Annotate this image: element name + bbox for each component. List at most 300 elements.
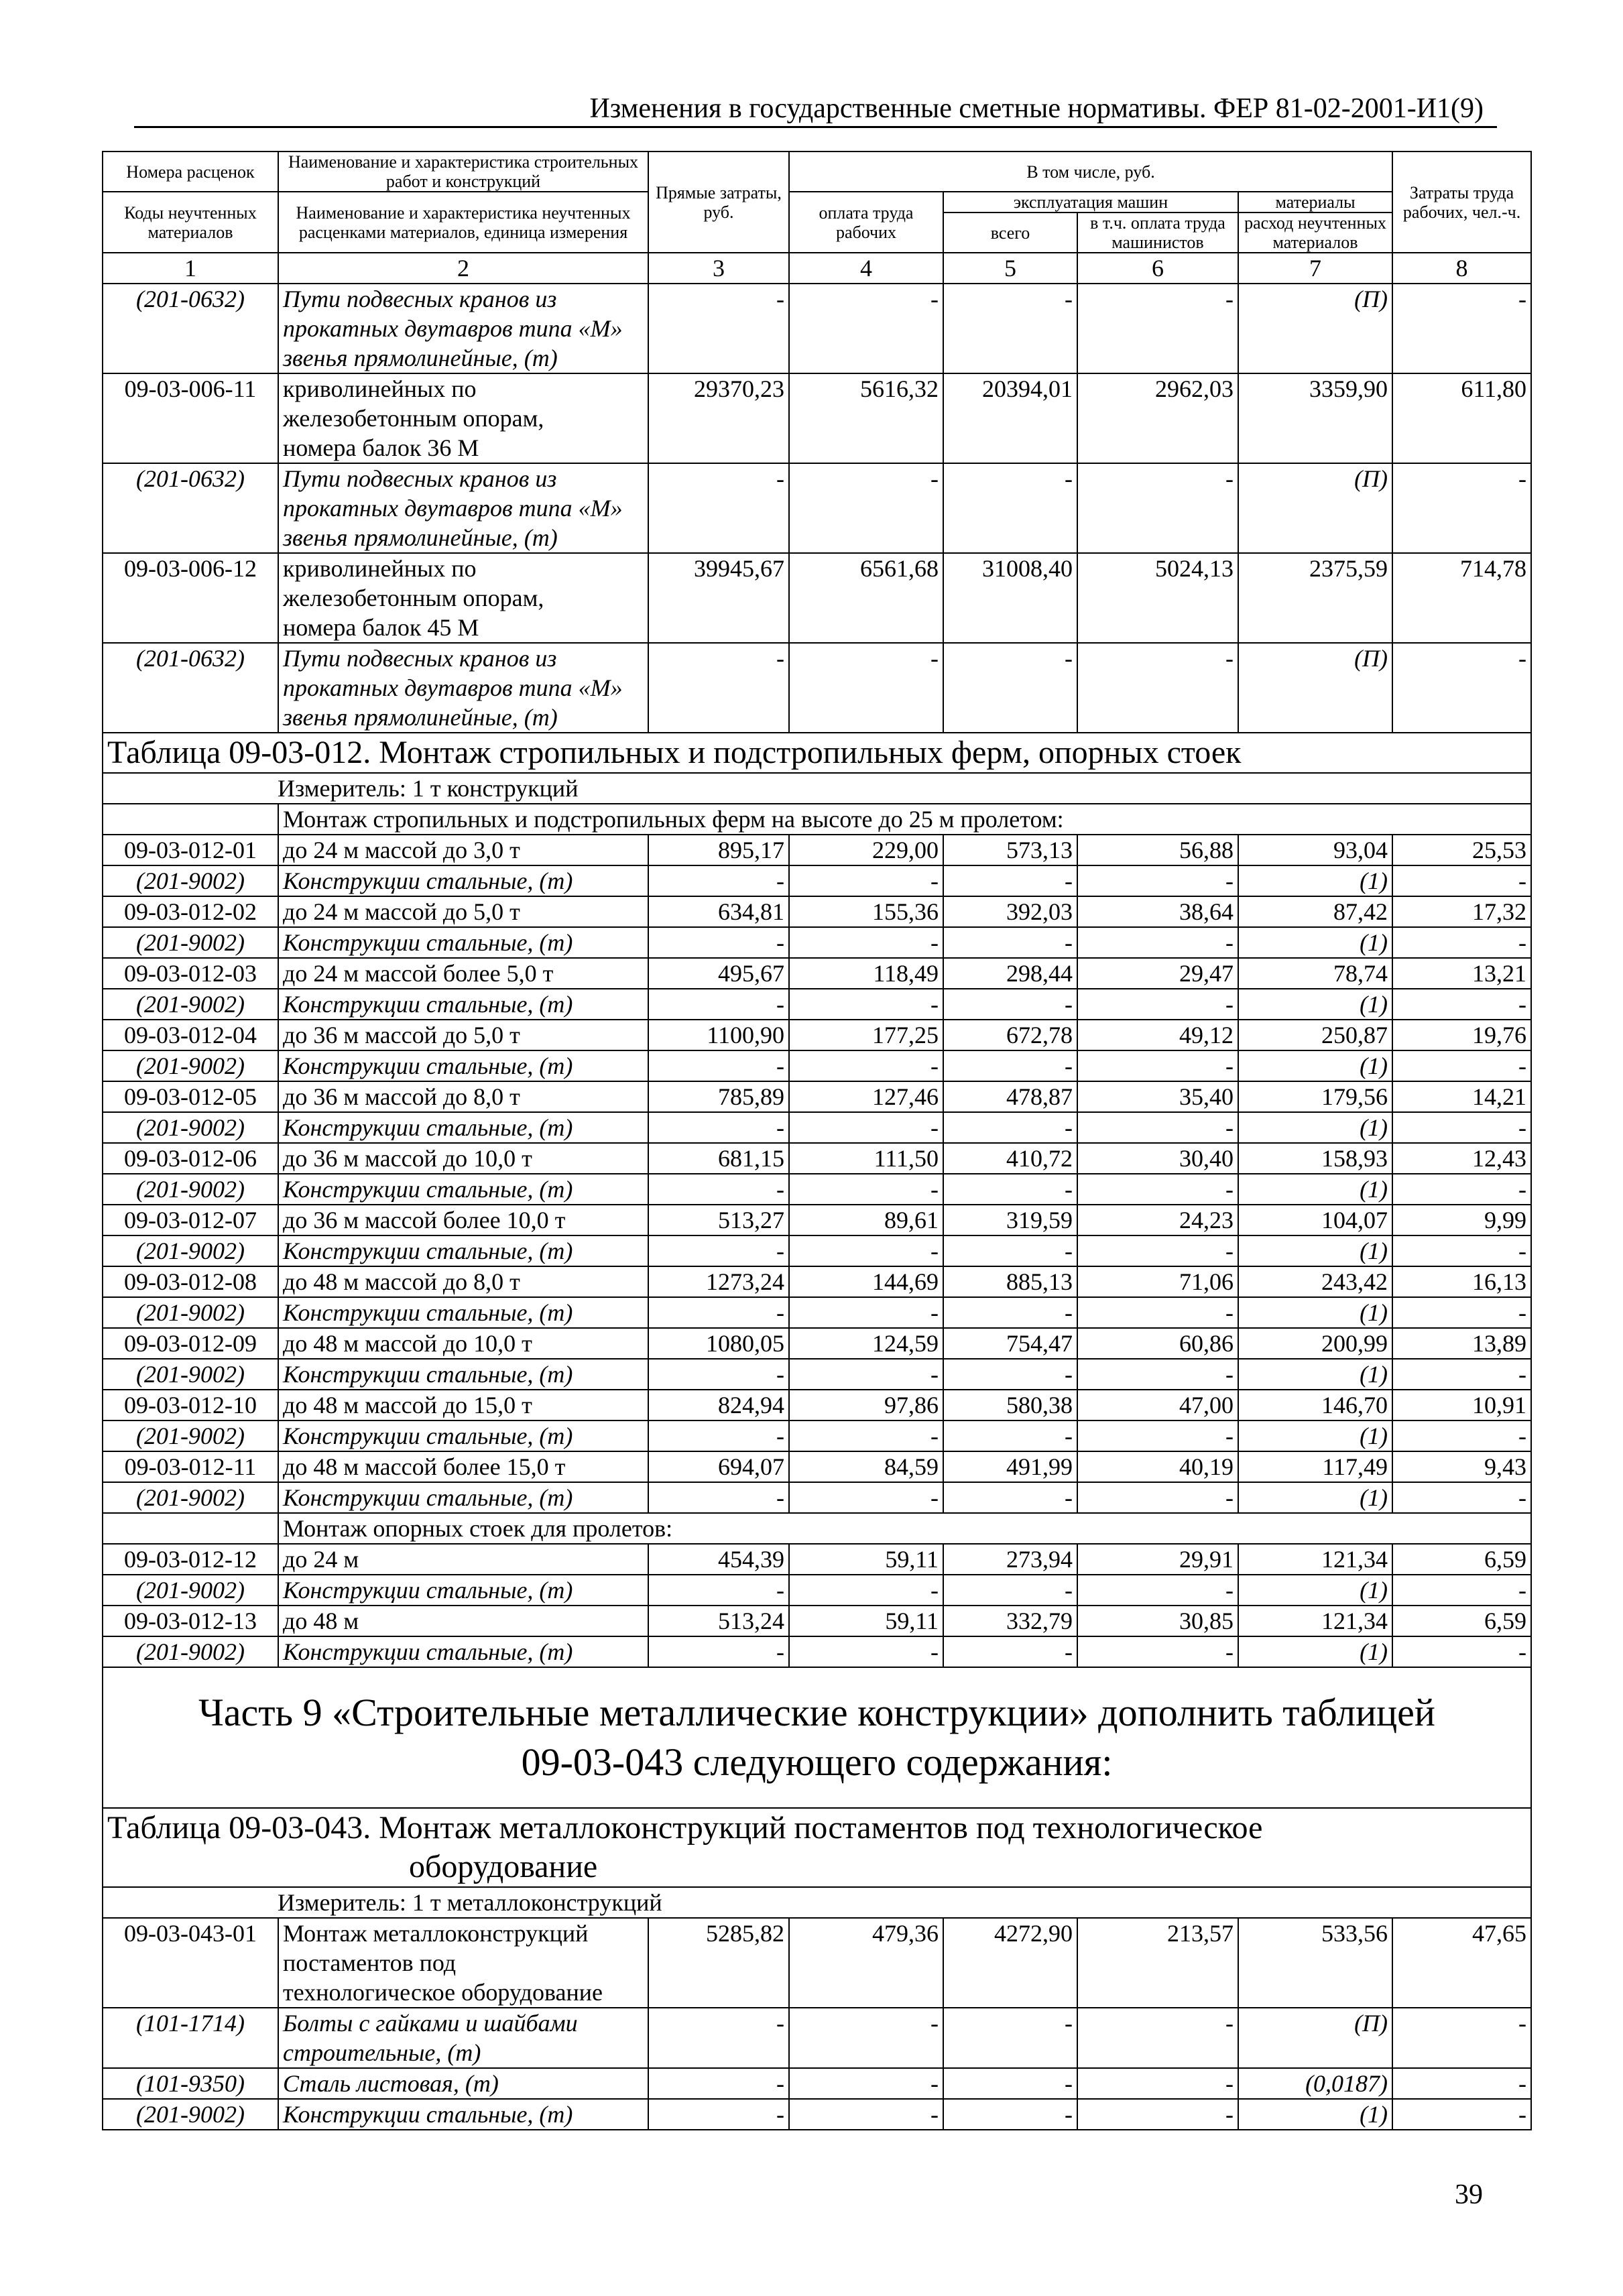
rate-code: 09-03-043-01 [103, 1918, 278, 2008]
value-cell: - [1392, 1575, 1531, 1606]
value-cell: - [943, 1575, 1077, 1606]
rate-row [103, 1266, 1531, 1297]
value-cell: (1) [1238, 1575, 1392, 1606]
page-number: 39 [1455, 2179, 1483, 2210]
column-number: 3 [648, 253, 789, 284]
rate-row [103, 1606, 1531, 1636]
value-cell: - [789, 2008, 943, 2068]
value-cell: - [1077, 927, 1238, 958]
table-012-section2-text: Монтаж опорных стоек для пролетов: [278, 1513, 1531, 1544]
rate-name [278, 2099, 648, 2130]
value-cell: - [648, 2099, 789, 2130]
value-cell: 104,07 [1238, 1205, 1392, 1235]
rate-code: (201-9002) [103, 1174, 278, 1205]
name-line: звенья прямолинейные, (т) [283, 345, 558, 371]
value-cell: - [943, 1112, 1077, 1143]
empty-cell [103, 1513, 278, 1544]
material-row [103, 927, 1531, 958]
value-cell: 93,04 [1238, 835, 1392, 865]
value-cell: 12,43 [1392, 1143, 1531, 1174]
material-row [103, 1174, 1531, 1205]
value-cell: 31008,40 [943, 553, 1077, 643]
value-cell: 298,44 [943, 958, 1077, 989]
column-number: 5 [943, 253, 1077, 284]
value-cell: 39945,67 [648, 553, 789, 643]
column-number: 7 [1238, 253, 1392, 284]
value-cell: 56,88 [1077, 835, 1238, 865]
table-043-title [103, 1808, 1531, 1887]
table-043-measure [103, 1887, 1531, 1918]
name-line: криволинейных по [283, 375, 477, 402]
value-cell: - [943, 1636, 1077, 1667]
col-header-name: Наименование и характеристика строительных работ и конструкций [278, 152, 648, 192]
value-cell: - [789, 989, 943, 1020]
value-cell: 124,59 [789, 1328, 943, 1359]
value-cell: 5024,13 [1077, 553, 1238, 643]
value-cell: - [648, 463, 789, 553]
value-cell: 16,13 [1392, 1266, 1531, 1297]
value-cell: 694,07 [648, 1451, 789, 1482]
value-cell: - [648, 1482, 789, 1513]
value-cell: 213,57 [1077, 1918, 1238, 2008]
column-number: 8 [1392, 253, 1531, 284]
rate-code: 09-03-012-11 [103, 1451, 278, 1482]
value-cell: 672,78 [943, 1020, 1077, 1050]
value-cell: 573,13 [943, 835, 1077, 865]
material-row [103, 1636, 1531, 1667]
value-cell: 454,39 [648, 1544, 789, 1575]
value-cell: - [943, 1297, 1077, 1328]
column-number: 6 [1077, 253, 1238, 284]
value-cell: - [648, 865, 789, 896]
value-cell: 392,03 [943, 896, 1077, 927]
rate-code: (201-0632) [103, 284, 278, 373]
rate-row [103, 1451, 1531, 1482]
rate-code: (101-9350) [103, 2068, 278, 2099]
value-cell: (1) [1238, 1112, 1392, 1143]
rate-name: Конструкции стальные, (т) [278, 1636, 648, 1667]
name-line: железобетонным опорам, [283, 585, 544, 611]
col-header-code: Номера расценок [103, 152, 278, 192]
rate-name [278, 1918, 648, 2008]
value-cell: - [1392, 2099, 1531, 2130]
rate-name: до 48 м массой до 10,0 т [278, 1328, 648, 1359]
value-cell: 47,00 [1077, 1390, 1238, 1421]
value-cell: 13,21 [1392, 958, 1531, 989]
name-line: прокатных двутавров типа «М» [283, 495, 623, 522]
value-cell: 319,59 [943, 1205, 1077, 1235]
value-cell: 491,99 [943, 1451, 1077, 1482]
value-cell: - [789, 1575, 943, 1606]
value-cell: 47,65 [1392, 1918, 1531, 2008]
table-043-measure-cell: Измеритель: 1 т металлоконструкций [103, 1887, 1531, 1918]
name-line: железобетонным опорам, [283, 405, 544, 432]
value-cell: 1080,05 [648, 1328, 789, 1359]
value-cell: 6561,68 [789, 553, 943, 643]
rate-name: до 36 м массой до 10,0 т [278, 1143, 648, 1174]
value-cell: 59,11 [789, 1544, 943, 1575]
value-cell: - [648, 284, 789, 373]
value-cell: - [648, 1575, 789, 1606]
title-line: Таблица 09-03-043. Монтаж металлоконструкций постаментов под технологическое [107, 1810, 1263, 1846]
name-line: технологическое оборудование [283, 1979, 603, 2006]
value-cell: 513,27 [648, 1205, 789, 1235]
value-cell: (1) [1238, 1050, 1392, 1081]
value-cell: - [789, 2068, 943, 2099]
rate-name: Конструкции стальные, (т) [278, 1421, 648, 1451]
rate-code: 09-03-012-01 [103, 835, 278, 865]
title-line: оборудование [409, 1849, 598, 1884]
value-cell: 146,70 [1238, 1390, 1392, 1421]
value-cell: - [1077, 1112, 1238, 1143]
table-012-section1-text: Монтаж стропильных и подстропильных ферм на высоте до 25 м пролетом: [278, 804, 1531, 835]
rate-name: Конструкции стальные, (т) [278, 1112, 648, 1143]
value-cell: - [1077, 865, 1238, 896]
table-012-title [103, 733, 1531, 773]
rate-code: (201-9002) [103, 1050, 278, 1081]
value-cell: - [943, 1482, 1077, 1513]
rate-code: (201-9002) [103, 1482, 278, 1513]
value-cell: - [648, 1636, 789, 1667]
rate-name [278, 2008, 648, 2068]
value-cell: 89,61 [789, 1205, 943, 1235]
rate-name: Конструкции стальные, (т) [278, 1050, 648, 1081]
table-body [103, 284, 1531, 2130]
value-cell: 681,15 [648, 1143, 789, 1174]
rate-name: до 48 м массой до 15,0 т [278, 1390, 648, 1421]
value-cell: (1) [1238, 927, 1392, 958]
rate-code: 09-03-006-12 [103, 553, 278, 643]
value-cell: 59,11 [789, 1606, 943, 1636]
rate-row [103, 835, 1531, 865]
value-cell: - [1392, 1297, 1531, 1328]
value-cell: 117,49 [1238, 1451, 1392, 1482]
rate-row [103, 1081, 1531, 1112]
value-cell: 30,85 [1077, 1606, 1238, 1636]
value-cell: 25,53 [1392, 835, 1531, 865]
value-cell: - [1077, 989, 1238, 1020]
rate-code: 09-03-012-13 [103, 1606, 278, 1636]
value-cell: 30,40 [1077, 1143, 1238, 1174]
value-cell: 121,34 [1238, 1606, 1392, 1636]
value-cell: 5285,82 [648, 1918, 789, 2008]
value-cell: - [648, 1359, 789, 1390]
value-cell: - [1392, 643, 1531, 733]
value-cell: - [789, 1359, 943, 1390]
rate-code: (201-0632) [103, 643, 278, 733]
table-012-measure-cell: Измеритель: 1 т конструкций [103, 773, 1531, 804]
value-cell: - [648, 1235, 789, 1266]
rate-name: до 24 м массой до 3,0 т [278, 835, 648, 865]
name-line: криволинейных по [283, 555, 477, 582]
col-header-material-consumption: расход неучтенных материалов [1238, 213, 1392, 253]
rate-name: до 48 м массой до 8,0 т [278, 1266, 648, 1297]
rate-row [103, 373, 1531, 463]
value-cell: - [1077, 284, 1238, 373]
value-cell: - [1392, 2068, 1531, 2099]
value-cell: 410,72 [943, 1143, 1077, 1174]
material-row [103, 1421, 1531, 1451]
rate-code: (201-9002) [103, 865, 278, 896]
value-cell: (1) [1238, 1482, 1392, 1513]
value-cell: 20394,01 [943, 373, 1077, 463]
rate-row [103, 1205, 1531, 1235]
name-line: звенья прямолинейные, (т) [283, 524, 558, 551]
rate-row [103, 1544, 1531, 1575]
value-cell: - [789, 284, 943, 373]
value-cell: 60,86 [1077, 1328, 1238, 1359]
rate-code: 09-03-012-05 [103, 1081, 278, 1112]
value-cell: - [648, 989, 789, 1020]
value-cell: (1) [1238, 1174, 1392, 1205]
value-cell: 2962,03 [1077, 373, 1238, 463]
rate-row [103, 1143, 1531, 1174]
value-cell: 29370,23 [648, 373, 789, 463]
rate-code: 09-03-012-10 [103, 1390, 278, 1421]
value-cell: (1) [1238, 1421, 1392, 1451]
rate-code: (201-9002) [103, 1359, 278, 1390]
value-cell: 754,47 [943, 1328, 1077, 1359]
rates-table [102, 151, 1532, 2130]
value-cell: 111,50 [789, 1143, 943, 1174]
rate-name: до 24 м [278, 1544, 648, 1575]
rate-name [278, 463, 648, 553]
value-cell: (1) [1238, 2099, 1392, 2130]
value-cell: (0,0187) [1238, 2068, 1392, 2099]
value-cell: - [1392, 1359, 1531, 1390]
col-header-machines-total: всего [943, 213, 1077, 253]
material-row [103, 643, 1531, 733]
value-cell: 885,13 [943, 1266, 1077, 1297]
rate-code: (201-9002) [103, 989, 278, 1020]
value-cell: 155,36 [789, 896, 943, 927]
table-043-title-cell [103, 1808, 1531, 1887]
value-cell: 14,21 [1392, 1081, 1531, 1112]
name-line: прокатных двутавров типа «М» [283, 674, 623, 701]
value-cell: 71,06 [1077, 1266, 1238, 1297]
table-012-section1 [103, 804, 1531, 835]
rate-code: (201-0632) [103, 463, 278, 553]
rate-row [103, 553, 1531, 643]
rate-row [103, 958, 1531, 989]
rate-code: (201-9002) [103, 927, 278, 958]
material-row [103, 1112, 1531, 1143]
rate-name: Конструкции стальные, (т) [278, 927, 648, 958]
value-cell: (1) [1238, 1636, 1392, 1667]
value-cell: 495,67 [648, 958, 789, 989]
value-cell: - [789, 463, 943, 553]
rate-code: (201-9002) [103, 1297, 278, 1328]
rate-code: (201-9002) [103, 2099, 278, 2130]
value-cell: - [648, 2008, 789, 2068]
rate-name: Конструкции стальные, (т) [278, 1297, 648, 1328]
rate-row [103, 896, 1531, 927]
value-cell: - [943, 1359, 1077, 1390]
value-cell: (П) [1238, 284, 1392, 373]
name-line: Монтаж металлоконструкций [283, 1920, 589, 1947]
value-cell: - [789, 865, 943, 896]
value-cell: - [943, 927, 1077, 958]
value-cell: 4272,90 [943, 1918, 1077, 2008]
value-cell: 634,81 [648, 896, 789, 927]
value-cell: 177,25 [789, 1020, 943, 1050]
value-cell: 243,42 [1238, 1266, 1392, 1297]
value-cell: - [1392, 1235, 1531, 1266]
rate-name: Конструкции стальные, (т) [278, 1482, 648, 1513]
value-cell: - [1077, 1421, 1238, 1451]
name-line: Пути подвесных кранов из [283, 645, 557, 672]
value-cell: 158,93 [1238, 1143, 1392, 1174]
value-cell: - [1392, 463, 1531, 553]
value-cell: - [943, 463, 1077, 553]
value-cell: - [1077, 1359, 1238, 1390]
value-cell: 38,64 [1077, 896, 1238, 927]
value-cell: - [943, 284, 1077, 373]
value-cell: - [789, 643, 943, 733]
value-cell: - [1077, 1235, 1238, 1266]
rate-code: (201-9002) [103, 1575, 278, 1606]
name-line: постаментов под [283, 1949, 457, 1976]
rate-name: до 48 м массой более 15,0 т [278, 1451, 648, 1482]
value-cell: - [943, 643, 1077, 733]
material-row [103, 2068, 1531, 2099]
value-cell: 250,87 [1238, 1020, 1392, 1050]
value-cell: - [1392, 1112, 1531, 1143]
value-cell: 479,36 [789, 1918, 943, 2008]
value-cell: - [943, 1050, 1077, 1081]
rate-code: 09-03-012-09 [103, 1328, 278, 1359]
value-cell: 9,99 [1392, 1205, 1531, 1235]
material-row [103, 1235, 1531, 1266]
column-number: 2 [278, 253, 648, 284]
rate-code: 09-03-006-11 [103, 373, 278, 463]
value-cell: 29,47 [1077, 958, 1238, 989]
title-line: 09-03-043 следующего содержания: [521, 1740, 1113, 1784]
value-cell: 1100,90 [648, 1020, 789, 1050]
name-line: номера балок 36 М [283, 434, 479, 461]
material-row [103, 2099, 1531, 2130]
value-cell: - [1077, 1482, 1238, 1513]
rate-name: до 48 м [278, 1606, 648, 1636]
material-row [103, 989, 1531, 1020]
rate-code: (201-9002) [103, 1636, 278, 1667]
value-cell: - [943, 1174, 1077, 1205]
value-cell: - [943, 865, 1077, 896]
value-cell: - [1077, 1297, 1238, 1328]
value-cell: - [1077, 643, 1238, 733]
value-cell: - [789, 927, 943, 958]
name-line: строительные, (т) [283, 2039, 481, 2066]
col-header-group: В том числе, руб. [789, 152, 1392, 192]
value-cell: 478,87 [943, 1081, 1077, 1112]
rate-code: 09-03-012-12 [103, 1544, 278, 1575]
rate-row [103, 1020, 1531, 1050]
rate-code: 09-03-012-04 [103, 1020, 278, 1050]
col-header-material-names: Наименование и характеристика неучтенных расценками материалов, единица измерения [278, 192, 648, 253]
value-cell: 895,17 [648, 835, 789, 865]
rate-name: Конструкции стальные, (т) [278, 1575, 648, 1606]
value-cell: 179,56 [1238, 1081, 1392, 1112]
column-number: 4 [789, 253, 943, 284]
value-cell: 10,91 [1392, 1390, 1531, 1421]
value-cell: - [1392, 1174, 1531, 1205]
value-cell: 273,94 [943, 1544, 1077, 1575]
value-cell: 9,43 [1392, 1451, 1531, 1482]
value-cell: - [789, 1112, 943, 1143]
column-number: 1 [103, 253, 278, 284]
value-cell: - [789, 1421, 943, 1451]
value-cell: - [1392, 1050, 1531, 1081]
value-cell: - [943, 2099, 1077, 2130]
value-cell: (1) [1238, 865, 1392, 896]
value-cell: - [943, 1235, 1077, 1266]
value-cell: 97,86 [789, 1390, 943, 1421]
table-012-title-cell: Таблица 09-03-012. Монтаж стропильных и подстропильных ферм, опорных стоек [103, 733, 1531, 773]
value-cell: - [1077, 2099, 1238, 2130]
value-cell: 78,74 [1238, 958, 1392, 989]
value-cell: - [648, 1112, 789, 1143]
name-line: звенья прямолинейные, (т) [283, 704, 558, 731]
value-cell: - [943, 2008, 1077, 2068]
value-cell: - [648, 1297, 789, 1328]
rate-code: 09-03-012-08 [103, 1266, 278, 1297]
value-cell: 611,80 [1392, 373, 1531, 463]
value-cell: - [943, 1421, 1077, 1451]
part9-notice-cell [103, 1667, 1531, 1808]
rate-name [278, 553, 648, 643]
column-numbers-row [103, 253, 1531, 284]
value-cell: 87,42 [1238, 896, 1392, 927]
value-cell: 29,91 [1077, 1544, 1238, 1575]
value-cell: - [1392, 1482, 1531, 1513]
rate-name: Конструкции стальные, (т) [278, 989, 648, 1020]
value-cell: (П) [1238, 643, 1392, 733]
value-cell: 84,59 [789, 1451, 943, 1482]
col-header-wages: оплата труда рабочих [789, 192, 943, 253]
rate-row [103, 1328, 1531, 1359]
material-row [103, 865, 1531, 896]
rate-row [103, 1390, 1531, 1421]
rate-name [278, 284, 648, 373]
value-cell: - [1077, 1636, 1238, 1667]
value-cell: - [943, 2068, 1077, 2099]
value-cell: - [789, 1235, 943, 1266]
part9-notice [103, 1667, 1531, 1808]
name-line: Сталь листовая, (т) [283, 2070, 499, 2097]
rate-name: до 36 м массой более 10,0 т [278, 1205, 648, 1235]
value-cell: - [789, 1636, 943, 1667]
value-cell: 118,49 [789, 958, 943, 989]
value-cell: 200,99 [1238, 1328, 1392, 1359]
value-cell: 533,56 [1238, 1918, 1392, 2008]
name-line: Конструкции стальные, (т) [283, 2101, 573, 2128]
col-header-material-codes: Коды неучтенных материалов [103, 192, 278, 253]
value-cell: (1) [1238, 989, 1392, 1020]
name-line: Болты с гайками и шайбами [283, 2010, 578, 2037]
value-cell: 19,76 [1392, 1020, 1531, 1050]
col-header-machines: эксплуатация машин [943, 192, 1238, 213]
rate-name: Конструкции стальные, (т) [278, 1174, 648, 1205]
material-row [103, 1297, 1531, 1328]
value-cell: 2375,59 [1238, 553, 1392, 643]
table-012-measure [103, 773, 1531, 804]
rate-code: (101-1714) [103, 2008, 278, 2068]
rate-code: 09-03-012-02 [103, 896, 278, 927]
material-row [103, 1359, 1531, 1390]
empty-cell [103, 804, 278, 835]
material-row [103, 1050, 1531, 1081]
value-cell: - [789, 1297, 943, 1328]
